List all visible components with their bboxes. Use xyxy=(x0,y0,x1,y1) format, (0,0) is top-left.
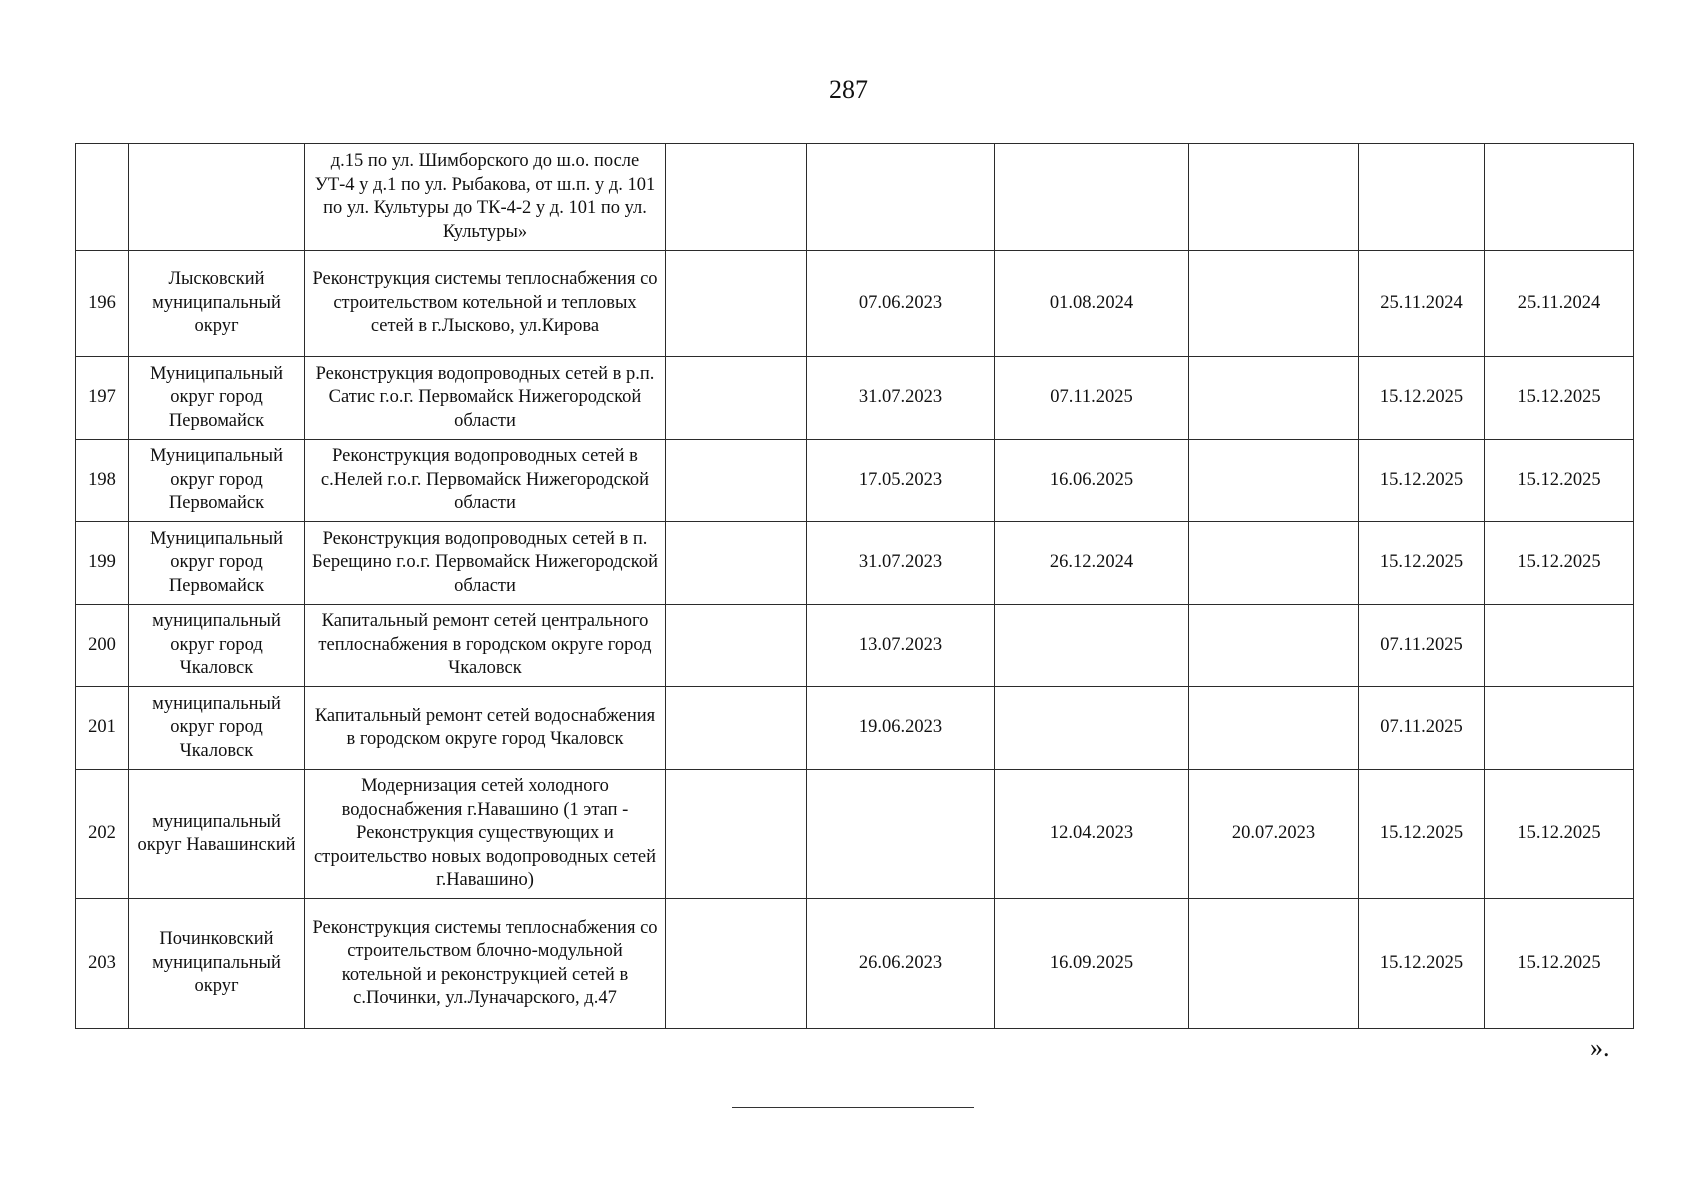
district-cell: Муниципальный округ город Первомайск xyxy=(129,522,305,605)
object-name-cell: д.15 по ул. Шимборского до ш.о. после УТ-4 у д.1 по ул. Рыбакова, от ш.п. у д. 101 по ул. Культуры до ТК-4-2 у д. 101 по ул. Культуры» xyxy=(305,144,666,251)
district-cell: Лысковский муниципальный округ xyxy=(129,251,305,357)
column-5-date-cell: 19.06.2023 xyxy=(807,687,995,770)
page-number: 287 xyxy=(829,75,868,104)
column-4-cell xyxy=(666,440,807,522)
column-7-date-cell xyxy=(1189,357,1359,440)
column-8-date-cell: 07.11.2025 xyxy=(1359,605,1485,687)
row-number-cell: 197 xyxy=(76,357,129,440)
column-8-date-cell: 15.12.2025 xyxy=(1359,440,1485,522)
column-9-date-cell xyxy=(1485,144,1634,251)
column-9-date-cell: 25.11.2024 xyxy=(1485,251,1634,357)
column-4-cell xyxy=(666,522,807,605)
district-cell: Муниципальный округ город Первомайск xyxy=(129,440,305,522)
row-number-cell: 200 xyxy=(76,605,129,687)
column-9-date-cell xyxy=(1485,605,1634,687)
column-8-date-cell: 15.12.2025 xyxy=(1359,522,1485,605)
object-name-cell: Реконструкция водопроводных сетей в р.п. Сатис г.о.г. Первомайск Нижегородской области xyxy=(305,357,666,440)
object-name-cell: Реконструкция водопроводных сетей в п. Берещино г.о.г. Первомайск Нижегородской области xyxy=(305,522,666,605)
district-cell: муниципальный округ город Чкаловск xyxy=(129,687,305,770)
column-9-date-cell: 15.12.2025 xyxy=(1485,770,1634,899)
column-9-date-cell: 15.12.2025 xyxy=(1485,357,1634,440)
column-7-date-cell xyxy=(1189,440,1359,522)
column-7-date-cell xyxy=(1189,605,1359,687)
column-4-cell xyxy=(666,899,807,1029)
column-5-date-cell: 13.07.2023 xyxy=(807,605,995,687)
district-cell: Починковский муниципальный округ xyxy=(129,899,305,1029)
column-7-date-cell xyxy=(1189,522,1359,605)
data-table xyxy=(75,143,1634,1029)
object-name-cell: Реконструкция системы теплоснабжения со строительством блочно-модульной котельной и реконструкцией сетей в с.Починки, ул.Луначарского, д.47 xyxy=(305,899,666,1029)
district-cell: Муниципальный округ город Первомайск xyxy=(129,357,305,440)
table-row xyxy=(76,770,1634,899)
column-6-date-cell: 26.12.2024 xyxy=(995,522,1189,605)
district-cell: муниципальный округ Навашинский xyxy=(129,770,305,899)
column-5-date-cell: 07.06.2023 xyxy=(807,251,995,357)
row-number-cell: 198 xyxy=(76,440,129,522)
column-6-date-cell: 16.09.2025 xyxy=(995,899,1189,1029)
table-row xyxy=(76,522,1634,605)
column-6-date-cell xyxy=(995,605,1189,687)
column-4-cell xyxy=(666,144,807,251)
column-8-date-cell: 15.12.2025 xyxy=(1359,770,1485,899)
object-name-cell: Реконструкция водопроводных сетей в с.Нелей г.о.г. Первомайск Нижегородской области xyxy=(305,440,666,522)
column-8-date-cell: 07.11.2025 xyxy=(1359,687,1485,770)
column-6-date-cell: 16.06.2025 xyxy=(995,440,1189,522)
column-8-date-cell: 25.11.2024 xyxy=(1359,251,1485,357)
table-row xyxy=(76,251,1634,357)
row-number-cell: 199 xyxy=(76,522,129,605)
row-number-cell: 203 xyxy=(76,899,129,1029)
row-number-cell xyxy=(76,144,129,251)
column-7-date-cell xyxy=(1189,899,1359,1029)
column-4-cell xyxy=(666,687,807,770)
column-7-date-cell xyxy=(1189,144,1359,251)
column-4-cell xyxy=(666,605,807,687)
column-4-cell xyxy=(666,251,807,357)
object-name-cell: Реконструкция системы теплоснабжения со строительством котельной и тепловых сетей в г.Лысково, ул.Кирова xyxy=(305,251,666,357)
column-9-date-cell xyxy=(1485,687,1634,770)
row-number-cell: 201 xyxy=(76,687,129,770)
district-cell: муниципальный округ город Чкаловск xyxy=(129,605,305,687)
column-4-cell xyxy=(666,357,807,440)
column-7-date-cell: 20.07.2023 xyxy=(1189,770,1359,899)
table-row xyxy=(76,357,1634,440)
district-cell xyxy=(129,144,305,251)
object-name-cell: Модернизация сетей холодного водоснабжения г.Навашино (1 этап - Реконструкция существующих и строительство новых водопроводных сетей г.Навашино) xyxy=(305,770,666,899)
column-6-date-cell: 01.08.2024 xyxy=(995,251,1189,357)
column-7-date-cell xyxy=(1189,687,1359,770)
column-6-date-cell: 12.04.2023 xyxy=(995,770,1189,899)
table-row xyxy=(76,144,1634,251)
column-5-date-cell: 31.07.2023 xyxy=(807,522,995,605)
row-number-cell: 196 xyxy=(76,251,129,357)
column-6-date-cell xyxy=(995,144,1189,251)
column-7-date-cell xyxy=(1189,251,1359,357)
column-4-cell xyxy=(666,770,807,899)
column-9-date-cell: 15.12.2025 xyxy=(1485,522,1634,605)
column-5-date-cell: 26.06.2023 xyxy=(807,899,995,1029)
column-8-date-cell: 15.12.2025 xyxy=(1359,899,1485,1029)
column-8-date-cell: 15.12.2025 xyxy=(1359,357,1485,440)
object-name-cell: Капитальный ремонт сетей водоснабжения в городском округе город Чкаловск xyxy=(305,687,666,770)
column-6-date-cell xyxy=(995,687,1189,770)
object-name-cell: Капитальный ремонт сетей центрального теплоснабжения в городском округе город Чкаловск xyxy=(305,605,666,687)
column-9-date-cell: 15.12.2025 xyxy=(1485,440,1634,522)
table-row xyxy=(76,899,1634,1029)
closing-quote: ». xyxy=(1590,1033,1610,1062)
footer-divider xyxy=(732,1107,974,1108)
column-5-date-cell: 17.05.2023 xyxy=(807,440,995,522)
column-9-date-cell: 15.12.2025 xyxy=(1485,899,1634,1029)
column-5-date-cell xyxy=(807,144,995,251)
column-5-date-cell xyxy=(807,770,995,899)
table-row xyxy=(76,605,1634,687)
table-row xyxy=(76,687,1634,770)
column-8-date-cell xyxy=(1359,144,1485,251)
row-number-cell: 202 xyxy=(76,770,129,899)
column-5-date-cell: 31.07.2023 xyxy=(807,357,995,440)
table-row xyxy=(76,440,1634,522)
column-6-date-cell: 07.11.2025 xyxy=(995,357,1189,440)
